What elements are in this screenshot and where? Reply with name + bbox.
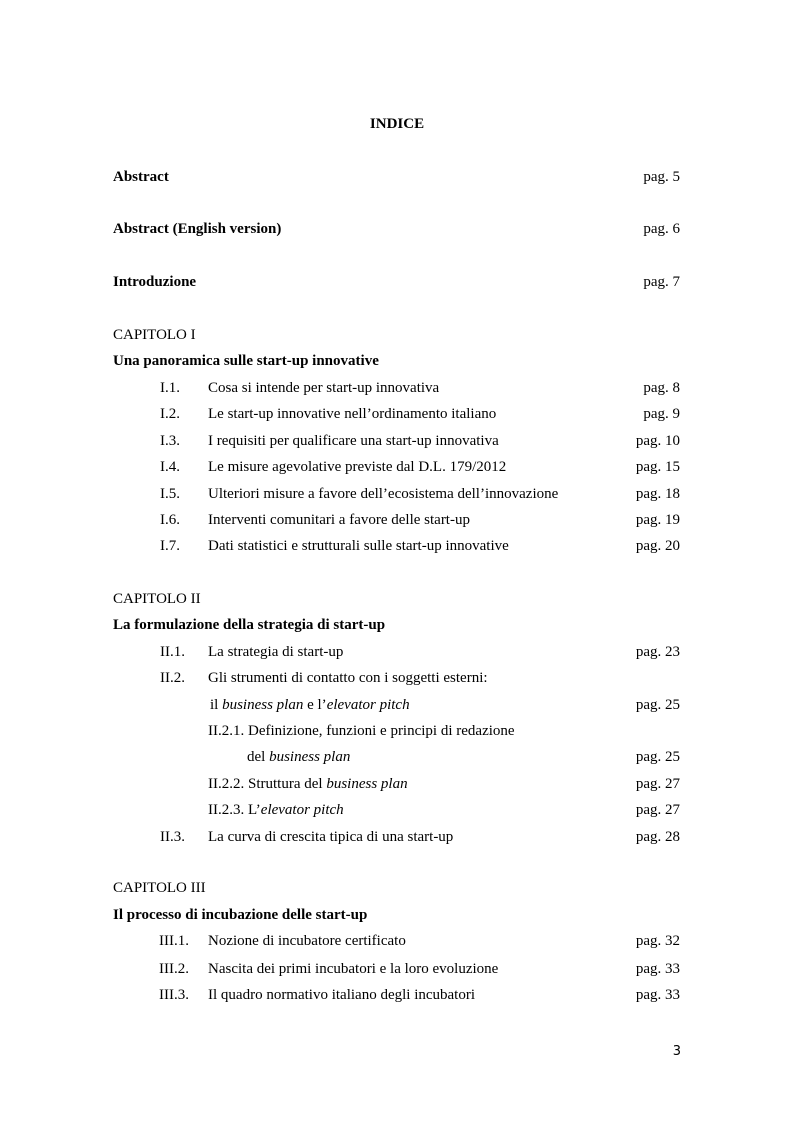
toc-entry-page: pag. 33 bbox=[635, 961, 680, 977]
toc-entry-text: Cosa si intende per start-up innovativa bbox=[208, 380, 440, 396]
toc-entry-page: pag. 8 bbox=[643, 380, 680, 396]
toc-entry-page: pag. 5 bbox=[643, 169, 680, 185]
chapter-subtitle: La formulazione della strategia di start-up bbox=[113, 617, 386, 633]
toc-entry-number: I.4. bbox=[160, 459, 180, 475]
toc-entry-page: pag. 7 bbox=[643, 274, 680, 290]
toc-entry-page: pag. 28 bbox=[635, 829, 680, 845]
toc-subentry-text: II.2.2. Struttura del business plan bbox=[208, 776, 408, 792]
toc-entry-number: II.2. bbox=[160, 670, 185, 686]
toc-entry-label: Abstract (English version) bbox=[113, 221, 282, 237]
toc-entry-number: I.7. bbox=[160, 538, 180, 554]
toc-entry-text: Dati statistici e strutturali sulle start-up innovative bbox=[208, 538, 509, 554]
toc-entry-number: II.1. bbox=[160, 644, 185, 660]
chapter-heading: CAPITOLO III bbox=[113, 880, 206, 896]
toc-subentry-text: II.2.1. Definizione, funzioni e principi di redazione bbox=[208, 723, 515, 739]
toc-entry-number: II.3. bbox=[160, 829, 185, 845]
toc-entry-page: pag. 23 bbox=[635, 644, 680, 660]
toc-subentry-text: II.2.3. L’elevator pitch bbox=[208, 802, 344, 818]
toc-entry-page: pag. 33 bbox=[635, 987, 680, 1003]
toc-entry-text: Il quadro normativo italiano degli incubatori bbox=[208, 987, 476, 1003]
toc-entry-text: Gli strumenti di contatto con i soggetti esterni: bbox=[208, 670, 488, 686]
toc-entry-number: I.5. bbox=[160, 486, 180, 502]
toc-entry-page: pag. 9 bbox=[643, 406, 680, 422]
toc-entry-label: Introduzione bbox=[113, 274, 197, 290]
toc-entry-page: pag. 27 bbox=[635, 776, 680, 792]
toc-entry-text: I requisiti per qualificare una start-up innovativa bbox=[208, 433, 499, 449]
toc-entry-label: Abstract bbox=[113, 169, 169, 185]
toc-entry-number: I.1. bbox=[160, 380, 180, 396]
toc-entry-number: I.6. bbox=[160, 512, 180, 528]
toc-entry-page: pag. 19 bbox=[635, 512, 680, 528]
toc-entry-page: pag. 32 bbox=[635, 933, 680, 949]
toc-entry-text: Interventi comunitari a favore delle start-up bbox=[208, 512, 470, 528]
toc-entry-page: pag. 20 bbox=[635, 538, 680, 554]
toc-entry-page: pag. 25 bbox=[635, 749, 680, 765]
toc-entry-number: III.1. bbox=[159, 933, 189, 949]
toc-entry-page: pag. 18 bbox=[635, 486, 680, 502]
toc-entry-number: III.2. bbox=[159, 961, 189, 977]
toc-entry-number: I.2. bbox=[160, 406, 180, 422]
toc-entry-text: Nozione di incubatore certificato bbox=[208, 933, 406, 949]
toc-entry-number: III.3. bbox=[159, 987, 189, 1003]
toc-subentry-text-continued: del business plan bbox=[247, 749, 351, 765]
toc-entry-text: Le start-up innovative nell’ordinamento italiano bbox=[208, 406, 497, 422]
chapter-subtitle: Il processo di incubazione delle start-up bbox=[113, 907, 368, 923]
toc-entry-page: pag. 6 bbox=[643, 221, 680, 237]
toc-entry-text: Nascita dei primi incubatori e la loro evoluzione bbox=[208, 961, 499, 977]
page-number: 3 bbox=[672, 1044, 681, 1059]
toc-entry-page: pag. 10 bbox=[635, 433, 680, 449]
toc-entry-text: Le misure agevolative previste dal D.L. 179/2012 bbox=[208, 459, 507, 475]
chapter-heading: CAPITOLO I bbox=[113, 327, 196, 343]
chapter-heading: CAPITOLO II bbox=[113, 591, 201, 607]
chapter-subtitle: Una panoramica sulle start-up innovative bbox=[113, 353, 379, 369]
toc-entry-text-continued: il business plan e l’elevator pitch bbox=[210, 697, 410, 713]
toc-entry-text: La strategia di start-up bbox=[208, 644, 344, 660]
toc-entry-page: pag. 27 bbox=[635, 802, 680, 818]
toc-entry-page: pag. 25 bbox=[635, 697, 680, 713]
toc-entry-text: Ulteriori misure a favore dell’ecosistema dell’innovazione bbox=[208, 486, 559, 502]
toc-entry-number: I.3. bbox=[160, 433, 180, 449]
toc-entry-page: pag. 15 bbox=[635, 459, 680, 475]
toc-entry-text: La curva di crescita tipica di una start-up bbox=[208, 829, 454, 845]
page-title: INDICE bbox=[369, 116, 425, 132]
